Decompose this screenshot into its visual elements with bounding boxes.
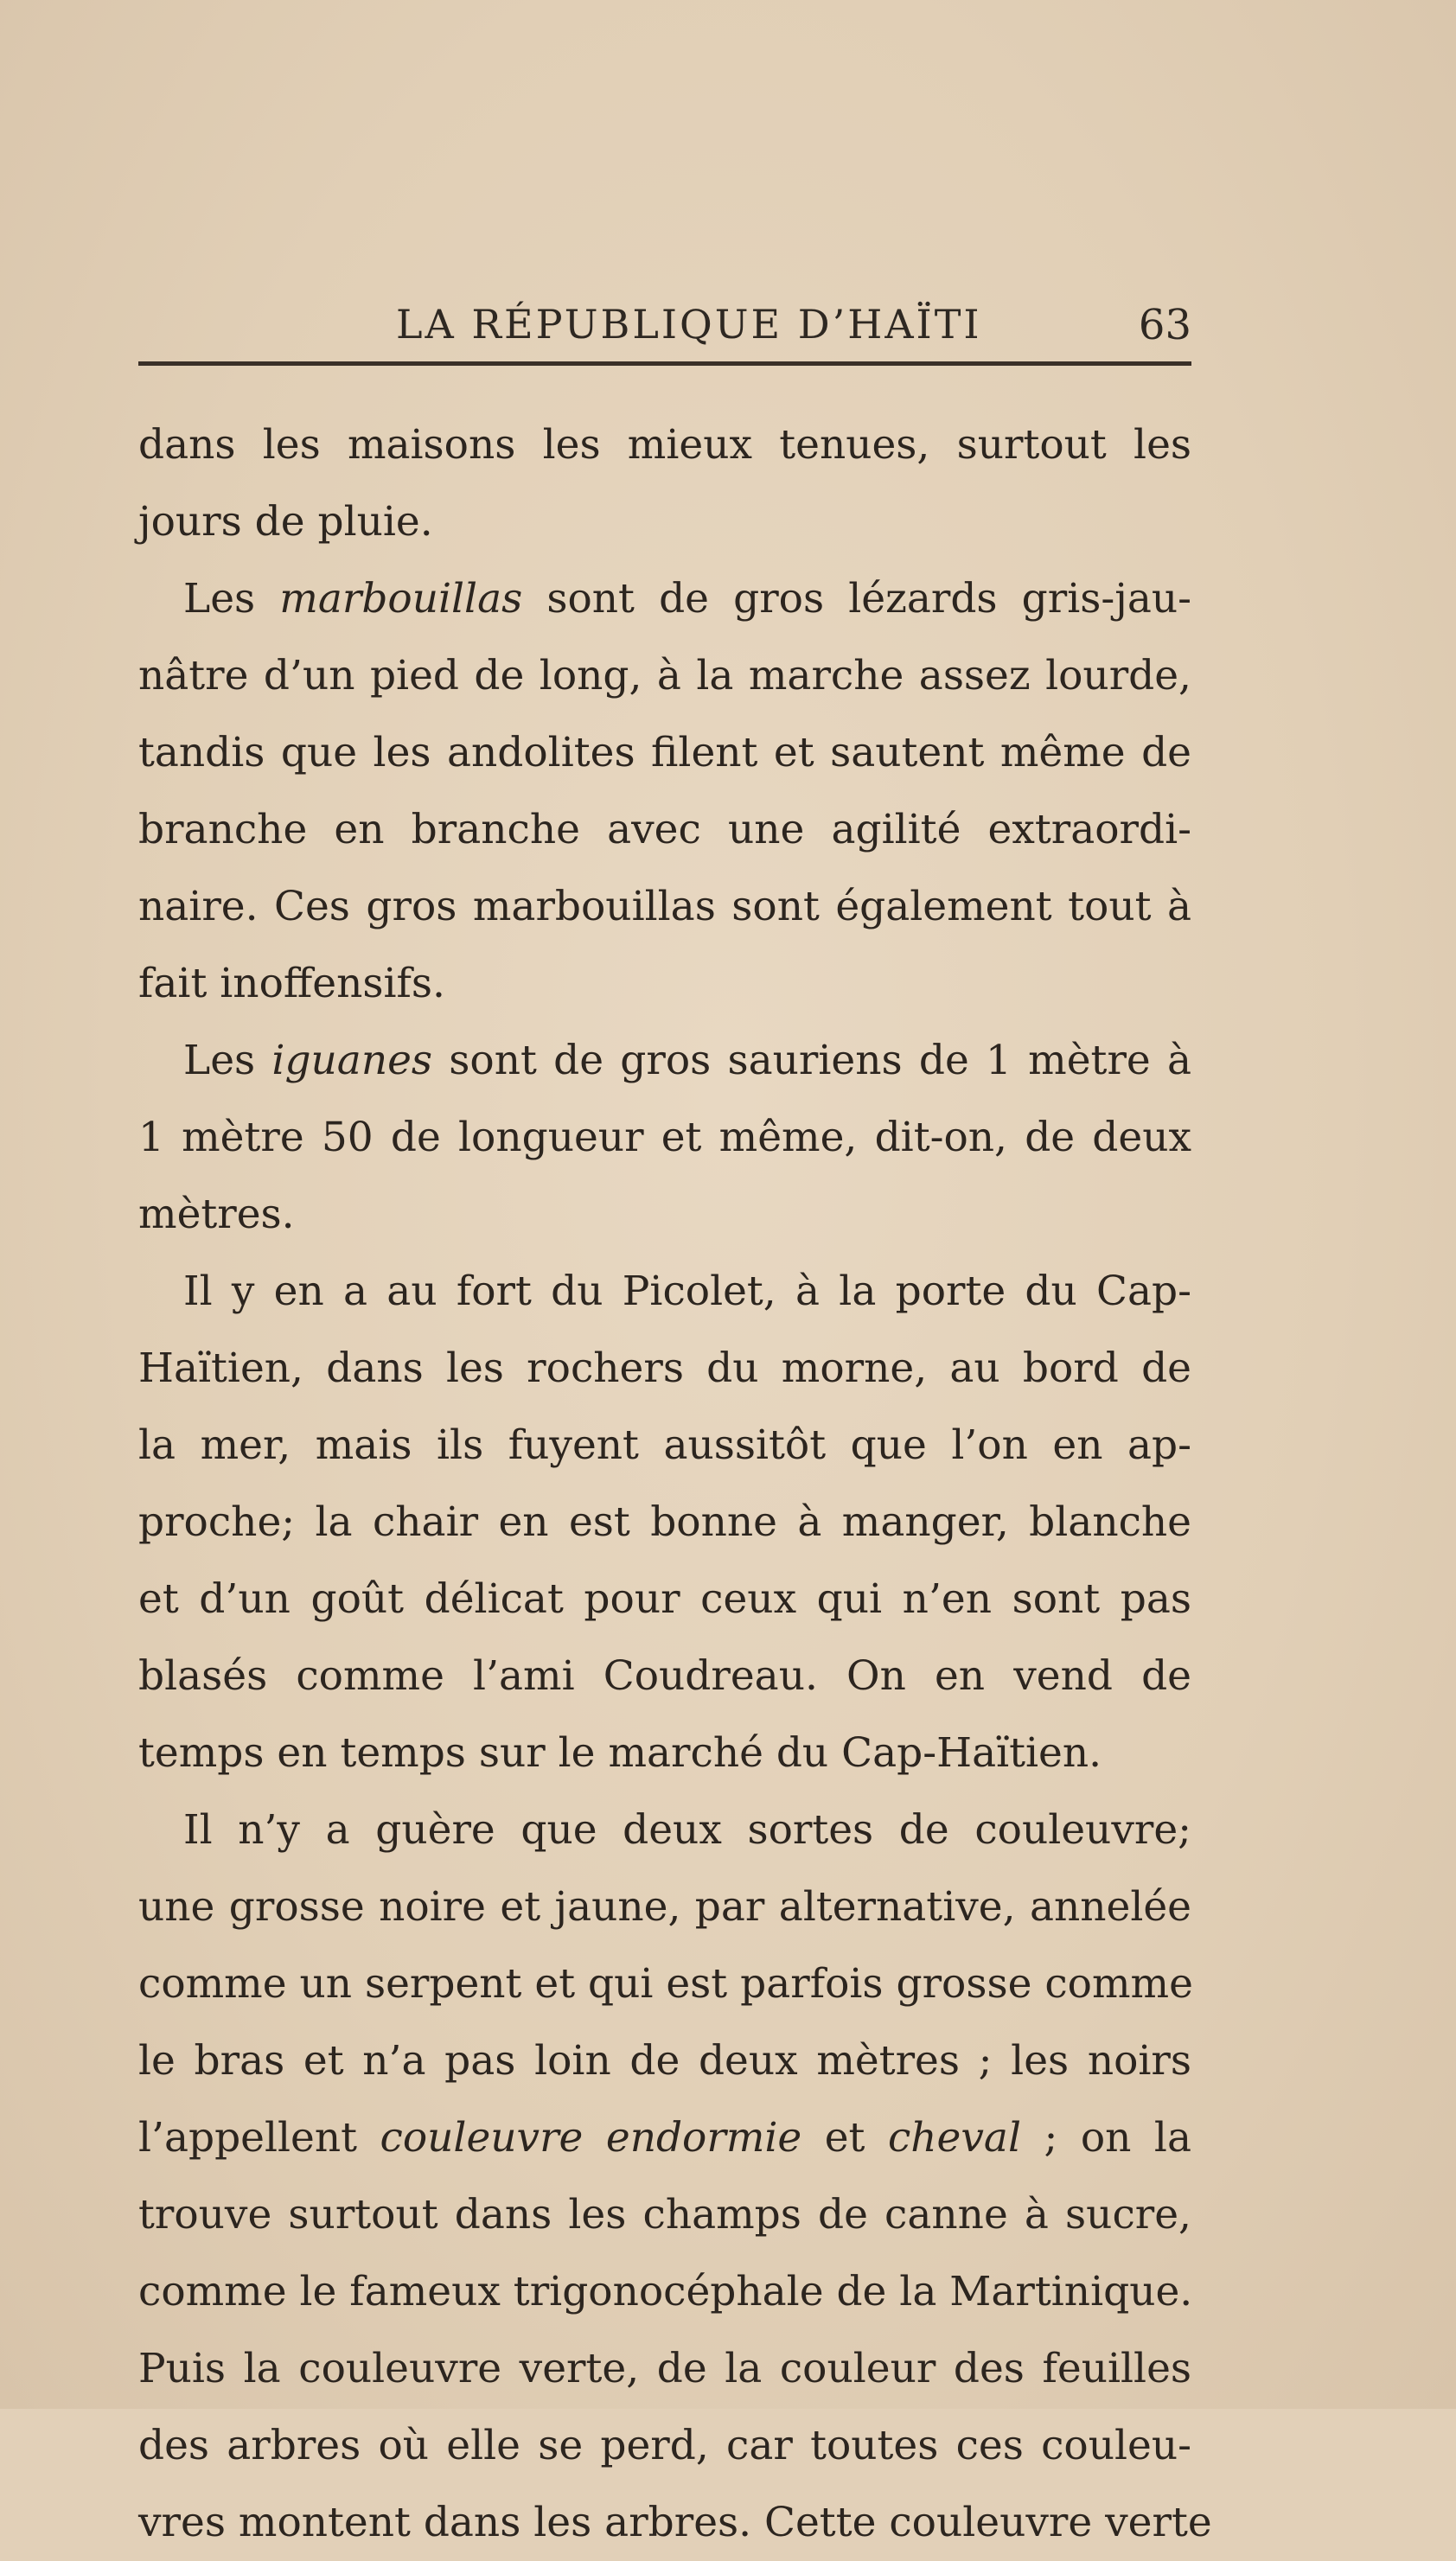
text-line: Les iguanes sont de gros sauriens de 1 mètre à	[183, 1037, 1191, 1084]
text-line: Il n’y a guère que deux sortes de couleuvre;	[183, 1806, 1191, 1854]
italic-term: marbouillas	[279, 575, 523, 623]
text-line: nâtre d’un pied de long, à la marche assez lourde,	[138, 652, 1191, 699]
text-line: fait inoffensifs.	[138, 960, 445, 1007]
text-line: blasés comme l’ami Coudreau. On en vend de	[138, 1652, 1191, 1700]
running-title: LA RÉPUBLIQUE D’HAÏTI	[396, 301, 982, 348]
text-line: comme un serpent et qui est parfois grosse comme	[138, 1960, 1193, 2008]
text-line: 1 mètre 50 de longueur et même, dit-on, de deux	[138, 1114, 1191, 1161]
text-line: branche en branche avec une agilité extraordi-	[138, 806, 1191, 853]
text-line: temps en temps sur le marché du Cap-Haïtien.	[138, 1729, 1102, 1777]
header-rule	[138, 361, 1191, 366]
text-line: jours de pluie.	[138, 498, 433, 546]
text-line: et d’un goût délicat pour ceux qui n’en sont pas	[138, 1575, 1191, 1623]
text-line: dans les maisons les mieux tenues, surtout les	[138, 421, 1191, 469]
page-number: 63	[1138, 301, 1191, 349]
text-line: le bras et n’a pas loin de deux mètres ; les noirs	[138, 2037, 1191, 2085]
text-line: Il y en a au fort du Picolet, à la porte du Cap-	[183, 1268, 1191, 1315]
text-line: trouve surtout dans les champs de canne à sucre,	[138, 2191, 1191, 2238]
italic-term: iguanes	[271, 1037, 433, 1084]
text-line: une grosse noire et jaune, par alternative, annelée	[138, 1883, 1191, 1931]
text-line: proche; la chair en est bonne à manger, blanche	[138, 1498, 1191, 1546]
italic-term: cheval	[887, 2114, 1021, 2162]
text-line: naire. Ces gros marbouillas sont également tout à	[138, 883, 1191, 930]
text-line: Les marbouillas sont de gros lézards gris-jau-	[183, 575, 1191, 623]
body-text	[138, 406, 1212, 2561]
page-header	[138, 301, 1191, 361]
text-line: des arbres où elle se perd, car toutes ces couleu-	[138, 2422, 1191, 2469]
text-line: Haïtien, dans les rochers du morne, au bord de	[138, 1344, 1191, 1392]
text-line: comme le fameux trigonocéphale de la Martinique.	[138, 2268, 1193, 2315]
text-line: mètres.	[138, 1191, 295, 1238]
text-line: vres montent dans les arbres. Cette couleuvre verte	[138, 2499, 1212, 2546]
text-line: tandis que les andolites filent et sautent même de	[138, 729, 1191, 776]
text-line: Puis la couleuvre verte, de la couleur des feuilles	[138, 2345, 1191, 2392]
text-line: l’appellent couleuvre endormie et cheval ; on la	[138, 2114, 1191, 2162]
text-line: la mer, mais ils fuyent aussitôt que l’on en ap-	[138, 1421, 1191, 1469]
italic-term: couleuvre endormie	[380, 2114, 802, 2162]
